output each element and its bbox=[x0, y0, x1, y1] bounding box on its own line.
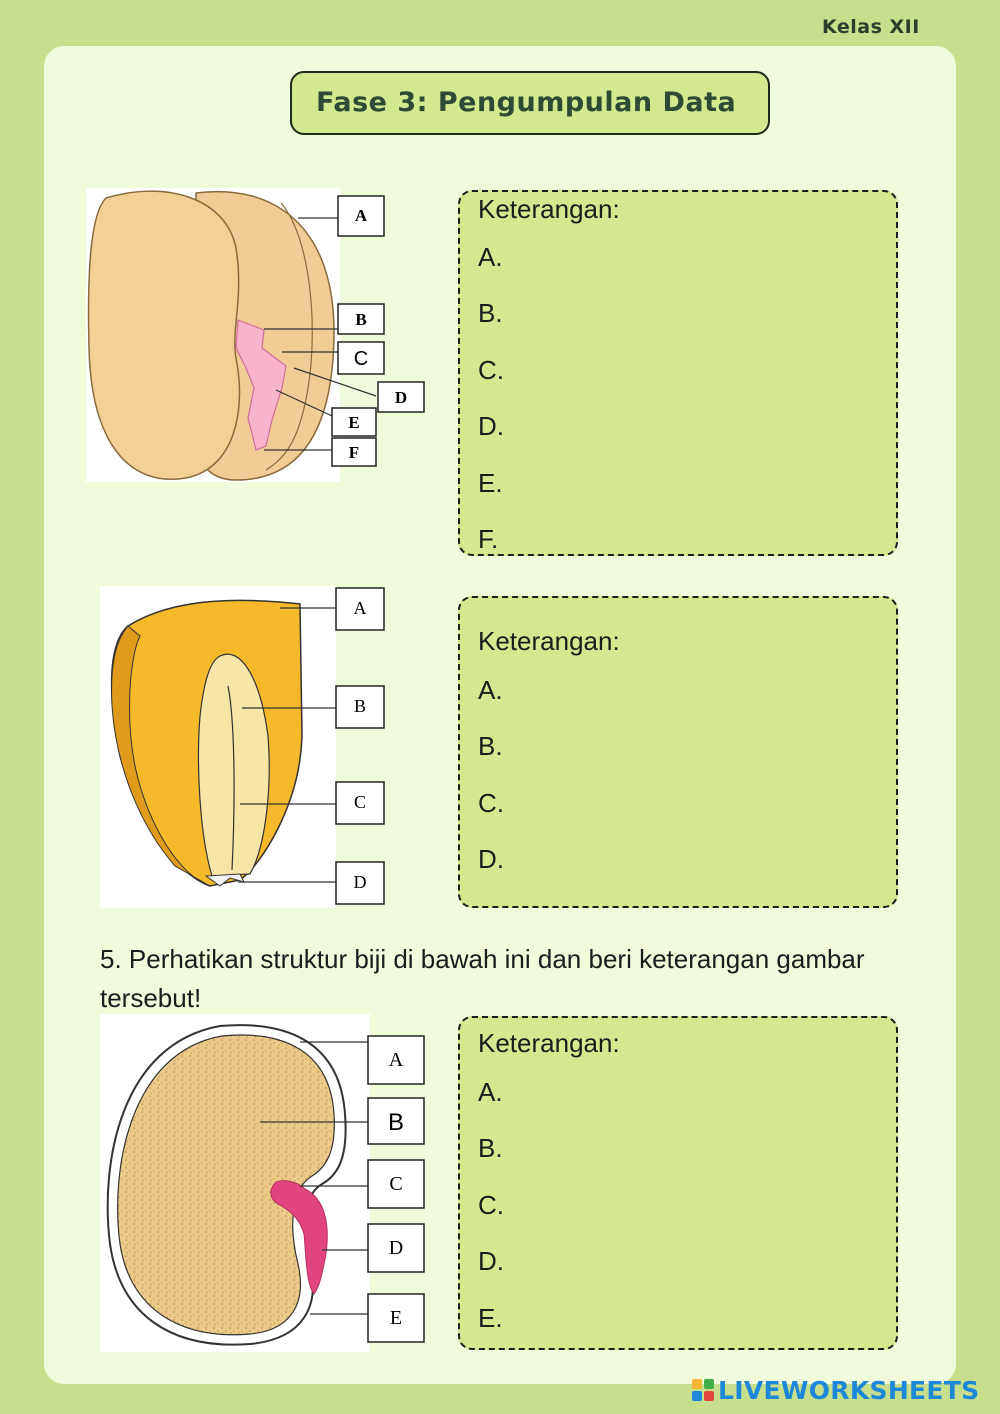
label-text: D bbox=[353, 872, 367, 892]
corn-kernel-diagram bbox=[100, 586, 388, 910]
liveworksheets-logo[interactable] bbox=[692, 1374, 979, 1406]
box-title: Keterangan: bbox=[478, 1028, 620, 1058]
label-text: B bbox=[355, 310, 367, 329]
liveworksheets-logo-icon bbox=[692, 1379, 714, 1401]
answer-box-seed1[interactable] bbox=[458, 190, 898, 556]
class-label: Kelas XII bbox=[822, 16, 920, 38]
label-text: C bbox=[389, 1173, 403, 1195]
box-title: Keterangan: bbox=[478, 626, 620, 656]
label-text: B bbox=[387, 1109, 405, 1136]
answer-line: A. bbox=[478, 1077, 503, 1107]
label-text: B bbox=[353, 696, 367, 716]
answer-line: E. bbox=[478, 468, 503, 498]
answer-line: A. bbox=[478, 675, 503, 705]
seed-section-diagram bbox=[100, 1014, 428, 1354]
label-text: A bbox=[353, 598, 367, 618]
label-text: F bbox=[348, 443, 360, 462]
phase-title: Fase 3: Pengumpulan Data bbox=[290, 71, 770, 135]
brand-name: LIVEWORKSHEETS bbox=[718, 1375, 980, 1405]
answer-line: D. bbox=[478, 1246, 504, 1276]
label-text: C bbox=[353, 348, 369, 370]
answer-line: F. bbox=[478, 524, 499, 554]
bean-seed-diagram bbox=[86, 188, 430, 484]
answer-line: E. bbox=[478, 1303, 503, 1333]
label-text: D bbox=[388, 1237, 404, 1259]
question-5: 5. Perhatikan struktur biji di bawah ini dan beri keterangan gambar tersebut! bbox=[100, 944, 865, 1013]
answer-line: B. bbox=[478, 731, 503, 761]
answer-line: B. bbox=[478, 1133, 503, 1163]
box-title: Keterangan: bbox=[478, 194, 620, 224]
answer-line: C. bbox=[478, 788, 504, 818]
label-text: A bbox=[388, 1049, 404, 1071]
answer-line: A. bbox=[478, 242, 503, 272]
label-text: A bbox=[354, 206, 368, 225]
bean-front-half bbox=[89, 191, 240, 479]
label-text: E bbox=[389, 1307, 403, 1329]
answer-line: C. bbox=[478, 1190, 504, 1220]
answer-line: B. bbox=[478, 298, 503, 328]
label-text: D bbox=[394, 388, 408, 407]
answer-box-seed2[interactable] bbox=[458, 596, 898, 908]
answer-line: D. bbox=[478, 844, 504, 874]
answer-box-seed3[interactable] bbox=[458, 1016, 898, 1350]
answer-line: C. bbox=[478, 355, 504, 385]
label-text: C bbox=[353, 792, 367, 812]
label-text: E bbox=[348, 413, 360, 432]
answer-line: D. bbox=[478, 411, 504, 441]
